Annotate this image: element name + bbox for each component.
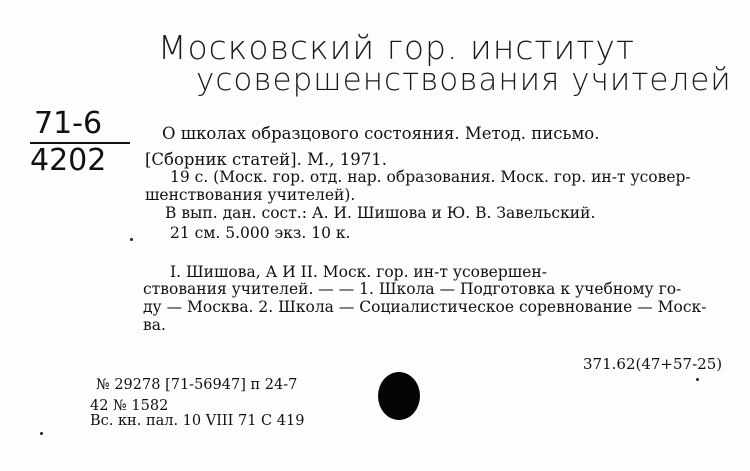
- handwritten-author-line-2: усовершенствования учителей: [196, 62, 732, 98]
- classification-code: 371.62(47+57-25): [583, 355, 723, 373]
- speck: [40, 432, 43, 435]
- speck: [696, 378, 699, 381]
- pages-line: 19 с. (Моск. гор. отд. нар. образования. Моск. гор. ин-т усовер-: [170, 168, 691, 186]
- tracing-line-1: I. Шишова, А И II. Моск. гор. ин-т усовершен-: [170, 263, 547, 281]
- pages-line-continued: шенствования учителей).: [145, 186, 356, 204]
- call-number-top: 71-6: [34, 106, 103, 141]
- speck: [130, 238, 133, 241]
- ink-blot: [378, 372, 420, 420]
- handwritten-author-line-1: Московский гор. институт: [158, 28, 636, 67]
- tracing-line-2: ствования учителей. — — 1. Школа — Подготовка к учебному го-: [143, 280, 682, 298]
- tracing-line-4: ва.: [143, 316, 166, 334]
- footer-line-3: Вс. кн. пал. 10 VIII 71 С 419: [90, 413, 305, 429]
- tracing-line-3: ду — Москва. 2. Школа — Социалистическое соревнование — Моск-: [143, 298, 707, 316]
- imprint-line: [Сборник статей]. М., 1971.: [145, 150, 387, 169]
- call-number-bottom: 4202: [30, 143, 107, 178]
- footer-line-2: 42 № 1582: [90, 398, 169, 414]
- compilers-line: В вып. дан. сост.: А. И. Шишова и Ю. В. Завельский.: [165, 204, 596, 222]
- format-line: 21 см. 5.000 экз. 10 к.: [170, 224, 351, 242]
- footer-line-1: № 29278 [71-56947] п 24-7: [96, 377, 298, 393]
- title-line: О школах образцового состояния. Метод. письмо.: [162, 124, 600, 143]
